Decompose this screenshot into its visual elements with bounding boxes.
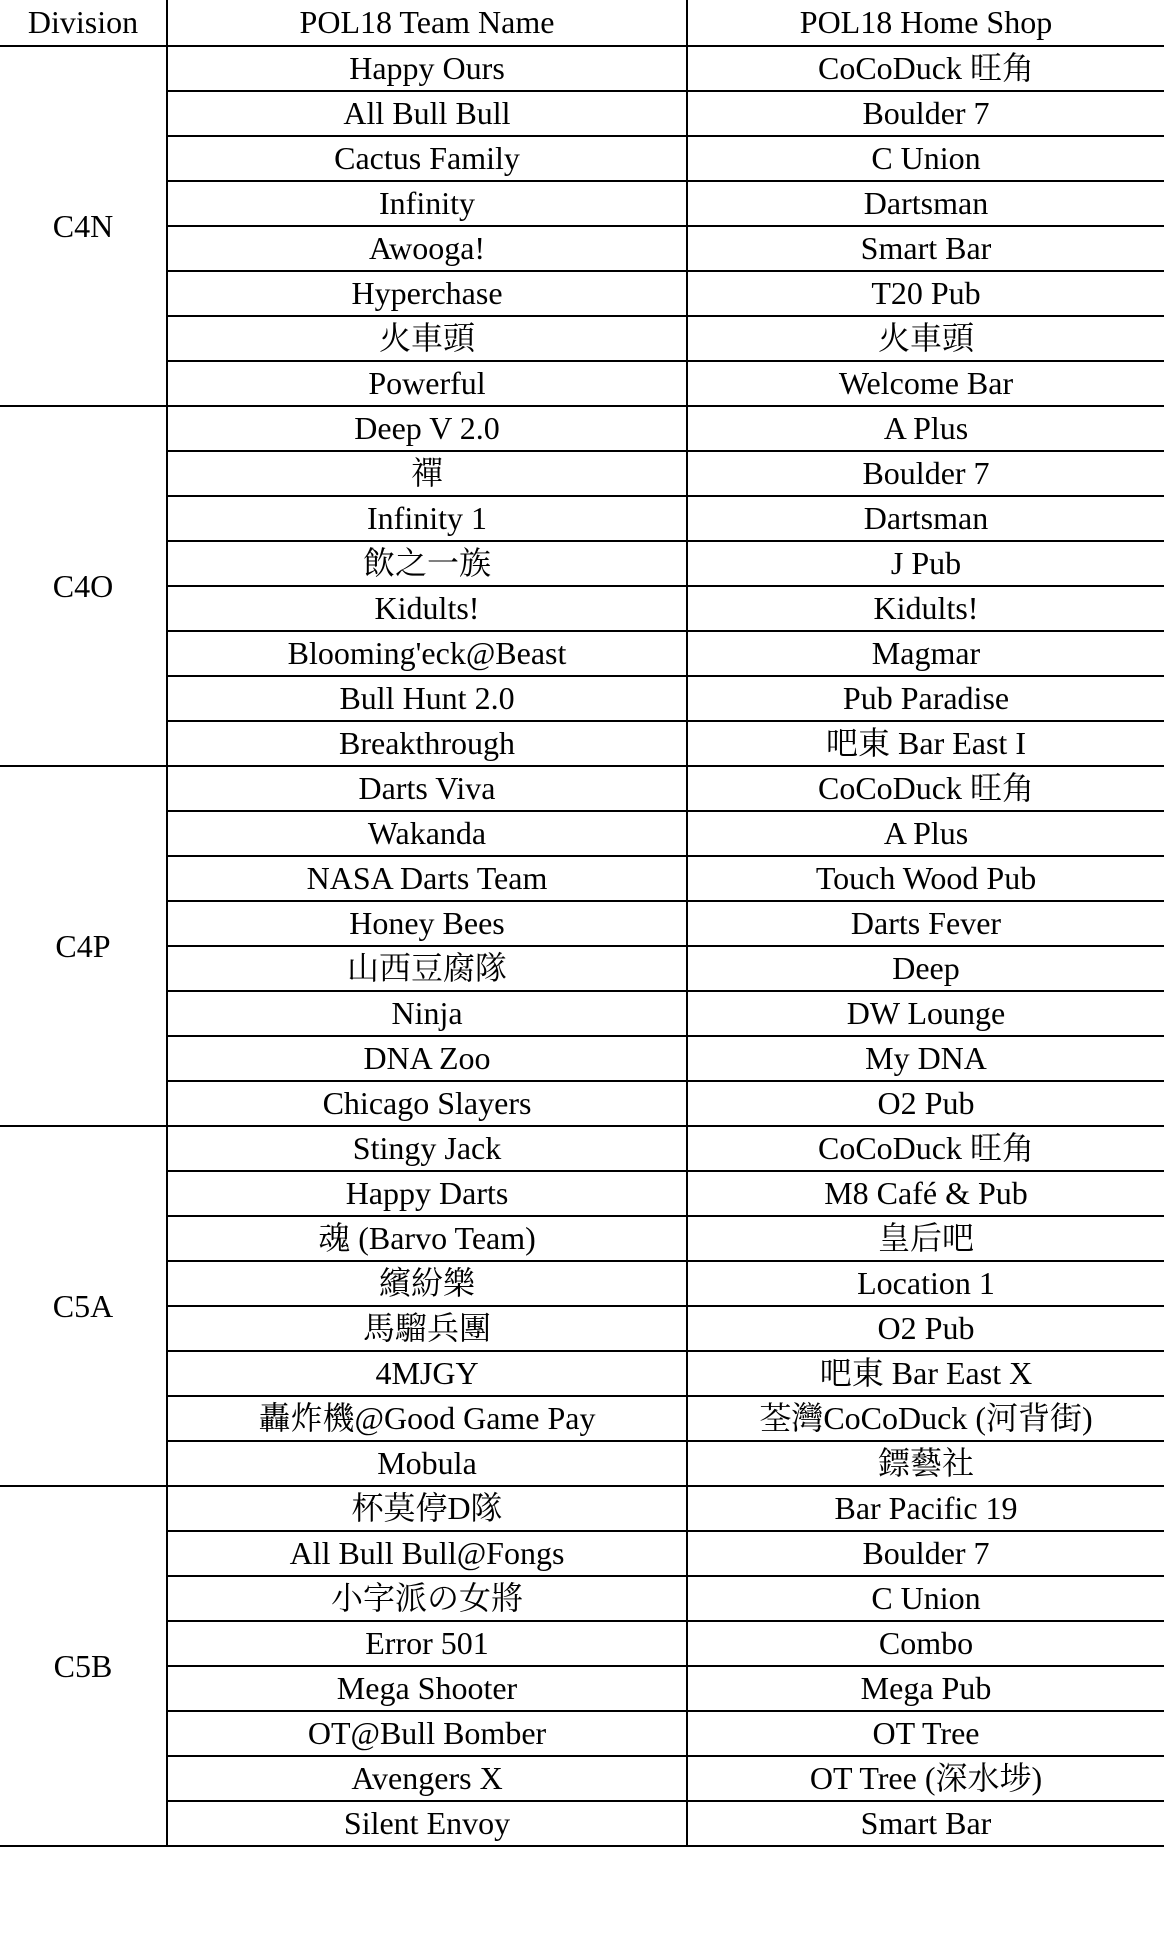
- home-shop-cell: CoCoDuck 旺角: [687, 766, 1164, 811]
- team-name-cell: 火車頭: [167, 316, 687, 361]
- home-shop-cell: 吧東 Bar East X: [687, 1351, 1164, 1396]
- table-row: [0, 1171, 1164, 1216]
- table-row: [0, 1756, 1164, 1801]
- table-row: [0, 1531, 1164, 1576]
- home-shop-cell: Boulder 7: [687, 91, 1164, 136]
- team-name-cell: Kidults!: [167, 586, 687, 631]
- team-name-cell: NASA Darts Team: [167, 856, 687, 901]
- home-shop-cell: 皇后吧: [687, 1216, 1164, 1261]
- team-name-header: POL18 Team Name: [167, 0, 687, 46]
- home-shop-cell: Boulder 7: [687, 1531, 1164, 1576]
- table-row: [0, 1396, 1164, 1441]
- home-shop-cell: Dartsman: [687, 181, 1164, 226]
- home-shop-cell: Bar Pacific 19: [687, 1486, 1164, 1531]
- table-row: [0, 811, 1164, 856]
- home-shop-cell: Smart Bar: [687, 226, 1164, 271]
- division-cell: C4N: [0, 46, 167, 406]
- team-name-cell: Happy Ours: [167, 46, 687, 91]
- home-shop-cell: J Pub: [687, 541, 1164, 586]
- table-row: [0, 91, 1164, 136]
- team-name-cell: Stingy Jack: [167, 1126, 687, 1171]
- home-shop-cell: CoCoDuck 旺角: [687, 46, 1164, 91]
- team-name-cell: Mega Shooter: [167, 1666, 687, 1711]
- table-row: [0, 316, 1164, 361]
- home-shop-cell: Smart Bar: [687, 1801, 1164, 1846]
- home-shop-cell: Darts Fever: [687, 901, 1164, 946]
- division-cell: C4P: [0, 766, 167, 1126]
- team-name-cell: Deep V 2.0: [167, 406, 687, 451]
- home-shop-cell: Boulder 7: [687, 451, 1164, 496]
- table-row: [0, 1126, 1164, 1171]
- team-name-cell: Silent Envoy: [167, 1801, 687, 1846]
- table-row: [0, 451, 1164, 496]
- team-name-cell: Infinity: [167, 181, 687, 226]
- team-name-cell: Chicago Slayers: [167, 1081, 687, 1126]
- team-name-cell: 飲之一族: [167, 541, 687, 586]
- team-name-cell: All Bull Bull: [167, 91, 687, 136]
- team-name-cell: 馬騮兵團: [167, 1306, 687, 1351]
- home-shop-cell: OT Tree (深水埗): [687, 1756, 1164, 1801]
- home-shop-cell: 火車頭: [687, 316, 1164, 361]
- division-cell: C5A: [0, 1126, 167, 1486]
- team-name-cell: Powerful: [167, 361, 687, 406]
- team-name-cell: Breakthrough: [167, 721, 687, 766]
- home-shop-cell: Combo: [687, 1621, 1164, 1666]
- table-row: [0, 856, 1164, 901]
- division-cell: C5B: [0, 1486, 167, 1846]
- home-shop-cell: 鏢藝社: [687, 1441, 1164, 1486]
- team-name-cell: 禪: [167, 451, 687, 496]
- table-row: [0, 676, 1164, 721]
- team-name-cell: All Bull Bull@Fongs: [167, 1531, 687, 1576]
- team-name-cell: Happy Darts: [167, 1171, 687, 1216]
- home-shop-cell: Location 1: [687, 1261, 1164, 1306]
- home-shop-cell: M8 Café & Pub: [687, 1171, 1164, 1216]
- table-row: [0, 1081, 1164, 1126]
- home-shop-cell: O2 Pub: [687, 1306, 1164, 1351]
- table-row: [0, 1486, 1164, 1531]
- team-name-cell: 山西豆腐隊: [167, 946, 687, 991]
- team-name-cell: Darts Viva: [167, 766, 687, 811]
- table-body: [0, 46, 1164, 1846]
- home-shop-cell: DW Lounge: [687, 991, 1164, 1036]
- team-name-cell: Infinity 1: [167, 496, 687, 541]
- division-cell: C4O: [0, 406, 167, 766]
- team-name-cell: Ninja: [167, 991, 687, 1036]
- home-shop-cell: Deep: [687, 946, 1164, 991]
- team-name-cell: Avengers X: [167, 1756, 687, 1801]
- team-name-cell: 轟炸機@Good Game Pay: [167, 1396, 687, 1441]
- table-row: [0, 1621, 1164, 1666]
- table-row: [0, 1576, 1164, 1621]
- team-name-cell: 杯莫停D隊: [167, 1486, 687, 1531]
- home-shop-cell: Kidults!: [687, 586, 1164, 631]
- table-row: [0, 361, 1164, 406]
- table-row: [0, 1036, 1164, 1081]
- home-shop-cell: Pub Paradise: [687, 676, 1164, 721]
- table-row: [0, 991, 1164, 1036]
- header-row: [0, 0, 1164, 46]
- table-row: [0, 901, 1164, 946]
- home-shop-cell: Mega Pub: [687, 1666, 1164, 1711]
- table-row: [0, 1801, 1164, 1846]
- table-row: [0, 181, 1164, 226]
- team-name-cell: OT@Bull Bomber: [167, 1711, 687, 1756]
- table-row: [0, 271, 1164, 316]
- table-row: [0, 721, 1164, 766]
- home-shop-cell: Touch Wood Pub: [687, 856, 1164, 901]
- home-shop-cell: C Union: [687, 136, 1164, 181]
- table-row: [0, 1261, 1164, 1306]
- team-name-cell: 4MJGY: [167, 1351, 687, 1396]
- table-row: [0, 1351, 1164, 1396]
- table-row: [0, 766, 1164, 811]
- division-header: Division: [0, 0, 167, 46]
- home-shop-cell: T20 Pub: [687, 271, 1164, 316]
- home-shop-cell: 荃灣CoCoDuck (河背街): [687, 1396, 1164, 1441]
- team-name-cell: DNA Zoo: [167, 1036, 687, 1081]
- home-shop-cell: A Plus: [687, 811, 1164, 856]
- table-row: [0, 631, 1164, 676]
- table-row: [0, 406, 1164, 451]
- home-shop-cell: A Plus: [687, 406, 1164, 451]
- table-row: [0, 541, 1164, 586]
- team-name-cell: Awooga!: [167, 226, 687, 271]
- team-name-cell: Bull Hunt 2.0: [167, 676, 687, 721]
- team-name-cell: 小字派の女將: [167, 1576, 687, 1621]
- home-shop-cell: Magmar: [687, 631, 1164, 676]
- home-shop-cell: 吧東 Bar East I: [687, 721, 1164, 766]
- team-name-cell: Error 501: [167, 1621, 687, 1666]
- team-name-cell: Mobula: [167, 1441, 687, 1486]
- home-shop-cell: Dartsman: [687, 496, 1164, 541]
- table-row: [0, 946, 1164, 991]
- table-row: [0, 1216, 1164, 1261]
- home-shop-cell: OT Tree: [687, 1711, 1164, 1756]
- table-row: [0, 1306, 1164, 1351]
- table-row: [0, 1711, 1164, 1756]
- team-name-cell: Cactus Family: [167, 136, 687, 181]
- table-row: [0, 496, 1164, 541]
- home-shop-header: POL18 Home Shop: [687, 0, 1164, 46]
- team-name-cell: Hyperchase: [167, 271, 687, 316]
- team-name-cell: Honey Bees: [167, 901, 687, 946]
- table-row: [0, 46, 1164, 91]
- table-row: [0, 226, 1164, 271]
- team-name-cell: Blooming'eck@Beast: [167, 631, 687, 676]
- home-shop-cell: C Union: [687, 1576, 1164, 1621]
- team-name-cell: 魂 (Barvo Team): [167, 1216, 687, 1261]
- home-shop-cell: My DNA: [687, 1036, 1164, 1081]
- table-row: [0, 136, 1164, 181]
- table-row: [0, 1441, 1164, 1486]
- home-shop-cell: CoCoDuck 旺角: [687, 1126, 1164, 1171]
- table-row: [0, 586, 1164, 631]
- home-shop-cell: O2 Pub: [687, 1081, 1164, 1126]
- table-row: [0, 1666, 1164, 1711]
- team-name-cell: Wakanda: [167, 811, 687, 856]
- home-shop-cell: Welcome Bar: [687, 361, 1164, 406]
- team-name-cell: 繽紛樂: [167, 1261, 687, 1306]
